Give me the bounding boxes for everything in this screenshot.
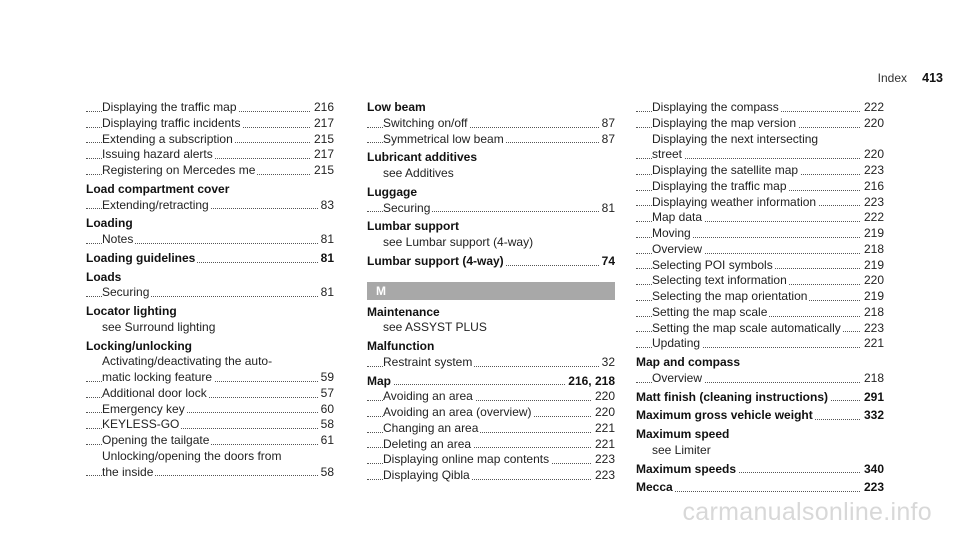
entry-label: Maximum gross vehicle weight (636, 408, 813, 423)
index-subentry (636, 305, 884, 321)
entry-label: see Lumbar support (4-way) (383, 235, 534, 249)
page-reference: 219 (861, 258, 884, 274)
entry-label: Unlocking/opening the doors from (102, 448, 282, 463)
page-reference: 83 (318, 198, 334, 214)
entry-label: Displaying the map version (652, 115, 797, 130)
index-entry (86, 304, 334, 320)
page-reference: 220 (861, 116, 884, 132)
page-reference: 221 (861, 336, 884, 352)
page-number: 413 (922, 71, 943, 85)
page-reference: 223 (861, 321, 884, 337)
entry-label: Registering on Mercedes me (102, 163, 256, 177)
page-reference: 291 (861, 390, 884, 406)
page-reference: 220 (861, 147, 884, 163)
index-subentry (86, 147, 334, 163)
entry-label: Loading guidelines (86, 250, 196, 265)
entry-label: Matt finish (cleaning instructions) (636, 389, 829, 404)
page-reference: 220 (592, 389, 615, 405)
index-subentry (86, 100, 334, 116)
entry-label: Loads (86, 269, 122, 284)
entry-label: the inside (102, 464, 154, 479)
page-reference: 223 (592, 468, 615, 484)
entry-label: Maximum speeds (636, 461, 737, 476)
index-entry (86, 251, 334, 267)
entry-label: see ASSYST PLUS (383, 320, 487, 335)
page-reference: 81 (318, 285, 334, 301)
page-reference: 218 (861, 242, 884, 258)
page-reference: 220 (592, 405, 615, 421)
entry-label: Low beam (367, 100, 426, 114)
index-entry (367, 374, 615, 390)
page-reference: 81 (318, 232, 334, 248)
entry-label: Switching on/off (383, 115, 468, 130)
entry-label: matic locking feature (102, 370, 213, 384)
page-reference: 223 (592, 452, 615, 468)
page-reference: 216 (311, 100, 334, 116)
entry-label: Restraint system (383, 354, 473, 369)
header-section-label: Index (877, 71, 907, 85)
index-subentry (367, 468, 615, 484)
index-subentry (86, 285, 334, 301)
entry-label: Loading (86, 216, 133, 231)
entry-label: Selecting the map orientation (652, 289, 808, 303)
page-reference: 216, 218 (565, 374, 615, 390)
index-entry (86, 270, 334, 286)
index-entry (367, 150, 615, 166)
entry-label: Avoiding an area (overview) (383, 405, 532, 419)
entry-label: Displaying online map contents (383, 452, 550, 467)
index-entry (86, 182, 334, 198)
page-reference: 58 (318, 417, 334, 433)
index-subentry (636, 321, 884, 337)
index-column-3 (636, 100, 884, 496)
page-reference: 223 (861, 480, 884, 496)
index-subentry (86, 116, 334, 132)
index-subentry (636, 258, 884, 274)
entry-label: Moving (652, 226, 691, 240)
index-subentry (86, 370, 334, 386)
page-reference: 81 (599, 201, 615, 217)
entry-label: Selecting text information (652, 273, 787, 288)
page-reference: 74 (599, 254, 615, 270)
page-reference: 340 (861, 462, 884, 478)
entry-label: Emergency key (102, 401, 185, 416)
page-reference: 218 (861, 371, 884, 387)
index-subentry (367, 437, 615, 453)
index-subentry (86, 386, 334, 402)
entry-label: Extending/retracting (102, 197, 209, 212)
index-subentry (86, 163, 334, 179)
entry-label: Displaying the traffic map (102, 100, 237, 114)
entry-label: Map data (652, 210, 703, 225)
index-subentry (367, 355, 615, 371)
page-reference: 220 (861, 273, 884, 289)
page-reference: 223 (861, 195, 884, 211)
page-reference: 59 (318, 370, 334, 386)
index-subentry (367, 405, 615, 421)
index-subentry (636, 147, 884, 163)
index-subentry (636, 443, 884, 459)
entry-label: Setting the map scale automatically (652, 320, 841, 335)
entry-label: Lubricant additives (367, 150, 478, 165)
entry-label: Securing (383, 200, 431, 215)
index-subentry (367, 389, 615, 405)
entry-label: Displaying the traffic map (652, 178, 787, 193)
index-subentry (636, 273, 884, 289)
index-subentry (636, 195, 884, 211)
index-entry (86, 339, 334, 355)
index-subentry (636, 179, 884, 195)
entry-label: Mecca (636, 480, 673, 495)
page-reference: 222 (861, 100, 884, 116)
entry-label: Locator lighting (86, 304, 177, 318)
index-entry (367, 219, 615, 235)
entry-label: Lumbar support (367, 219, 459, 234)
page-reference: 81 (318, 251, 334, 267)
index-subentry (367, 421, 615, 437)
index-subentry (86, 402, 334, 418)
page-reference: 57 (318, 386, 334, 402)
entry-label: Setting the map scale (652, 304, 768, 319)
index-subentry (367, 235, 615, 251)
index-subentry (636, 242, 884, 258)
page-reference: 217 (311, 147, 334, 163)
index-entry (367, 100, 615, 116)
index-subentry (636, 116, 884, 132)
entry-label: Avoiding an area (383, 389, 473, 404)
entry-label: Displaying the compass (652, 100, 779, 114)
index-subentry (636, 289, 884, 305)
index-subentry (86, 449, 334, 465)
index-subentry (367, 320, 615, 336)
index-subentry (86, 198, 334, 214)
index-entry (367, 339, 615, 355)
index-subentry (367, 132, 615, 148)
entry-label: Symmetrical low beam (383, 131, 504, 146)
page-reference: 58 (318, 465, 334, 481)
entry-label: KEYLESS-GO (102, 417, 180, 432)
page-reference: 218 (861, 305, 884, 321)
entry-label: Activating/deactivating the auto- (102, 354, 273, 369)
page-reference: 215 (311, 132, 334, 148)
entry-label: Load compartment cover (86, 181, 230, 196)
index-entry (636, 408, 884, 424)
page-reference: 219 (861, 226, 884, 242)
index-subentry (86, 354, 334, 370)
entry-label: Displaying Qibla (383, 468, 470, 482)
index-entry (636, 427, 884, 443)
index-entry (636, 390, 884, 406)
entry-label: Luggage (367, 184, 417, 199)
entry-label: Displaying traffic incidents (102, 115, 241, 130)
page-reference: 217 (311, 116, 334, 132)
index-subentry (86, 132, 334, 148)
entry-label: Notes (102, 232, 134, 246)
index-entry (367, 185, 615, 201)
index-subentry (86, 465, 334, 481)
index-subentry (636, 210, 884, 226)
entry-label: Opening the tailgate (102, 433, 210, 447)
page-reference: 60 (318, 402, 334, 418)
entry-label: Changing an area (383, 420, 479, 435)
page-reference: 332 (861, 408, 884, 424)
entry-label: Issuing hazard alerts (102, 147, 213, 162)
page-reference: 216 (861, 179, 884, 195)
page-header (0, 71, 960, 87)
entry-label: Overview (652, 241, 703, 256)
entry-label: Selecting POI symbols (652, 257, 773, 272)
index-entry (636, 355, 884, 371)
index-entry (367, 254, 615, 270)
index-subentry (86, 232, 334, 248)
index-subentry (636, 163, 884, 179)
page-reference: 61 (318, 433, 334, 449)
entry-label: Additional door lock (102, 385, 207, 400)
page-reference: 87 (599, 132, 615, 148)
entry-label: Extending a subscription (102, 131, 233, 146)
entry-label: see Limiter (652, 442, 711, 457)
entry-label: Maximum speed (636, 427, 730, 441)
entry-label: Updating (652, 336, 701, 351)
entry-label: Displaying the satellite map (652, 163, 799, 177)
watermark: carmanualsonline.info (682, 498, 932, 526)
section-header: M (367, 282, 615, 300)
entry-label: Displaying weather information (652, 194, 817, 209)
index-subentry (367, 116, 615, 132)
entry-label: street (652, 147, 683, 162)
page-reference: 221 (592, 421, 615, 437)
index-entry (367, 305, 615, 321)
page-reference: 87 (599, 116, 615, 132)
index-column-2 (367, 100, 615, 484)
index-subentry (86, 433, 334, 449)
index-subentry (86, 417, 334, 433)
index-entry (86, 216, 334, 232)
page-reference: 222 (861, 210, 884, 226)
page-reference: 223 (861, 163, 884, 179)
page-reference: 221 (592, 437, 615, 453)
page-reference: 32 (599, 355, 615, 371)
entry-label: Securing (102, 285, 150, 300)
index-subentry (636, 100, 884, 116)
entry-label: see Surround lighting (102, 319, 216, 334)
index-subentry (367, 201, 615, 217)
index-column-1 (86, 100, 334, 480)
entry-label: Maintenance (367, 304, 440, 319)
entry-label: Locking/unlocking (86, 338, 193, 353)
entry-label: Deleting an area (383, 436, 472, 451)
index-subentry (367, 166, 615, 182)
index-subentry (636, 226, 884, 242)
index-entry (636, 480, 884, 496)
entry-label: Overview (652, 370, 703, 385)
index-subentry (636, 132, 884, 148)
page-reference: 215 (311, 163, 334, 179)
entry-label: Map (367, 373, 391, 388)
entry-label: see Additives (383, 166, 454, 180)
index-subentry (367, 452, 615, 468)
entry-label: Lumbar support (4-way) (367, 253, 504, 268)
page-reference: 219 (861, 289, 884, 305)
index-subentry (636, 336, 884, 352)
index-subentry (636, 371, 884, 387)
entry-label: Displaying the next intersecting (652, 131, 819, 146)
index-subentry (86, 320, 334, 336)
entry-label: Map and compass (636, 355, 741, 369)
index-entry (636, 462, 884, 478)
entry-label: Malfunction (367, 339, 435, 353)
